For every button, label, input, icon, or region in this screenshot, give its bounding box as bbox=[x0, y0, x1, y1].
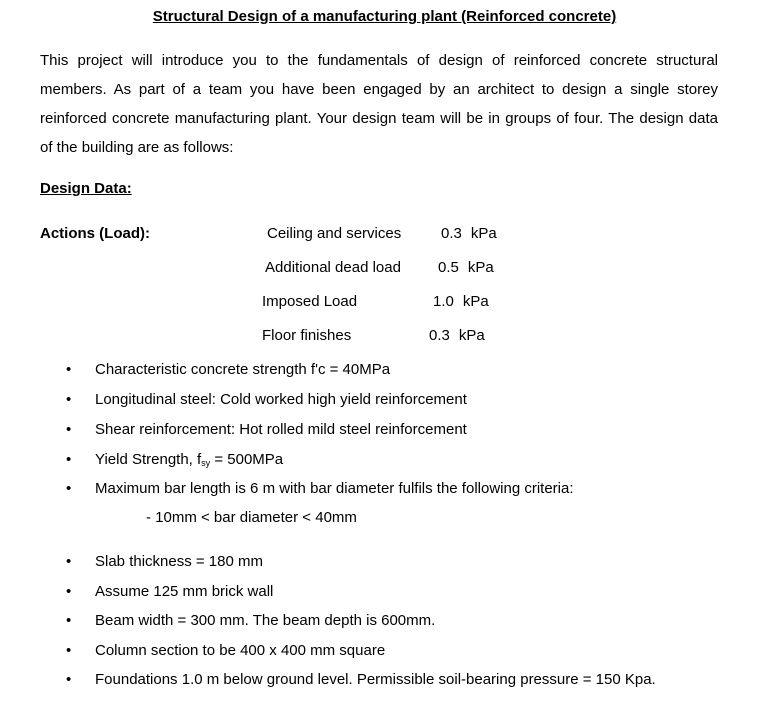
bullet-text: Longitudinal steel: Cold worked high yield reinforcement bbox=[95, 391, 467, 408]
load-name: Ceiling and services bbox=[267, 225, 402, 242]
bullet-icon: • bbox=[66, 451, 72, 468]
load-number: 0.3 bbox=[441, 225, 462, 242]
load-number: 0.5 bbox=[438, 259, 459, 276]
load-name: Additional dead load bbox=[265, 259, 401, 276]
bullet-text: Beam width = 300 mm. The beam depth is 600mm. bbox=[95, 612, 436, 629]
bullet-icon: • bbox=[66, 421, 72, 438]
bullet-text: Maximum bar length is 6 m with bar diameter fulfils the following criteria: bbox=[95, 480, 574, 497]
bullet-icon: • bbox=[66, 612, 72, 629]
bullet-text: Slab thickness = 180 mm bbox=[95, 553, 263, 570]
yield-suffix: = 500MPa bbox=[210, 451, 284, 468]
yield-subscript: sy bbox=[201, 458, 211, 468]
bullet-icon: • bbox=[66, 391, 72, 408]
bullet-icon: • bbox=[66, 480, 72, 497]
yield-strength-text bbox=[95, 451, 283, 468]
bullet-icon: • bbox=[66, 583, 72, 600]
load-value bbox=[433, 293, 489, 310]
load-value bbox=[438, 259, 494, 276]
yield-prefix: Yield Strength, f bbox=[95, 451, 202, 468]
load-name: Floor finishes bbox=[262, 327, 352, 344]
bullet-text: Characteristic concrete strength f'c = 40MPa bbox=[95, 361, 391, 378]
document-title: Structural Design of a manufacturing plant (Reinforced concrete) bbox=[152, 8, 617, 25]
bullet-text: Column section to be 400 x 400 mm square bbox=[95, 642, 386, 659]
load-unit: kPa bbox=[470, 225, 497, 242]
intro-paragraph: This project will introduce you to the fundamentals of design of reinforced concrete structural members. As part of a team you have been engaged by an architect to design a single storey reinforced concrete manufacturing plant. Your design team will be in groups of four. The design data of the building are as follows: bbox=[40, 52, 718, 156]
bullet-icon: • bbox=[66, 361, 72, 378]
bullet-icon: • bbox=[66, 671, 72, 688]
bullet-text: Foundations 1.0 m below ground level. Permissible soil-bearing pressure = 150 Kpa. bbox=[95, 671, 656, 688]
bullet-text: Shear reinforcement: Hot rolled mild steel reinforcement bbox=[95, 421, 467, 438]
actions-load-label: Actions (Load): bbox=[40, 225, 150, 242]
bullet-icon: • bbox=[66, 553, 72, 570]
load-value bbox=[429, 327, 485, 344]
load-value bbox=[441, 225, 497, 242]
load-name: Imposed Load bbox=[262, 293, 358, 310]
bullet-text: Assume 125 mm brick wall bbox=[95, 583, 274, 600]
load-unit: kPa bbox=[467, 259, 494, 276]
bar-criteria: - 10mm < bar diameter < 40mm bbox=[146, 509, 357, 526]
load-number: 0.3 bbox=[429, 327, 450, 344]
load-unit: kPa bbox=[462, 293, 489, 310]
load-unit: kPa bbox=[458, 327, 485, 344]
load-number: 1.0 bbox=[433, 293, 454, 310]
bullet-icon: • bbox=[66, 642, 72, 659]
design-data-heading: Design Data: bbox=[40, 180, 132, 197]
